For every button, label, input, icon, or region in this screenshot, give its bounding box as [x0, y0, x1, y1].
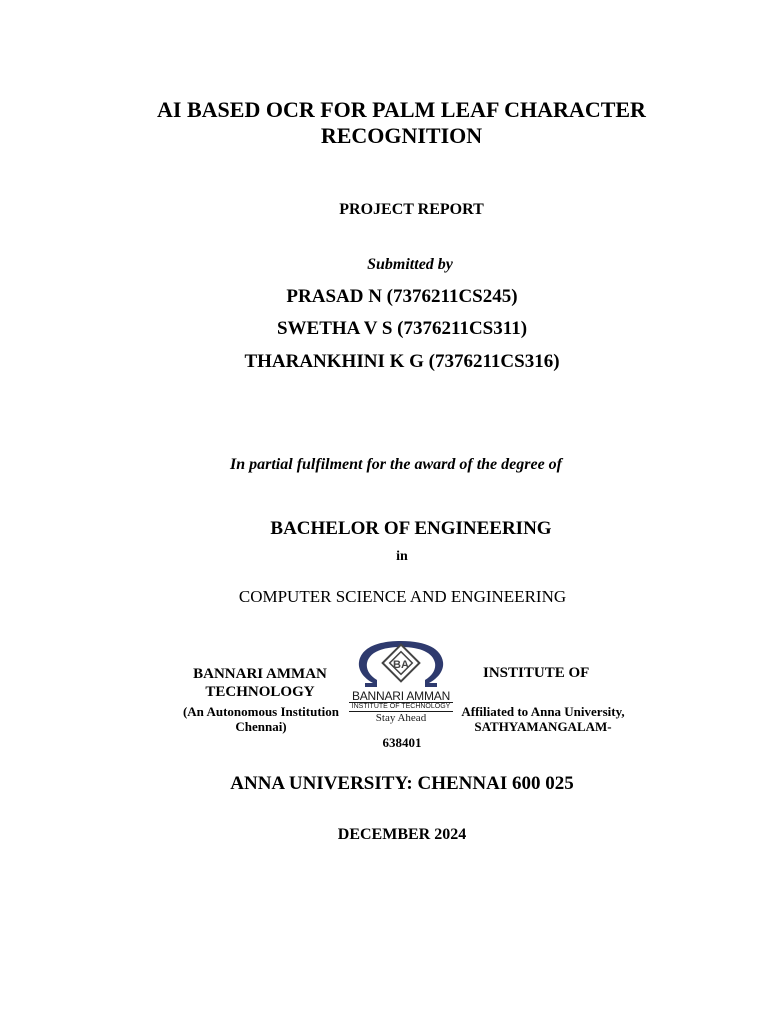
author-line: PRASAD N (7376211CS245)	[286, 286, 518, 307]
submission-date: DECEMBER 2024	[337, 826, 467, 843]
author-line: THARANKHINI K G (7376211CS316)	[244, 351, 560, 372]
institution-affiliation-note: Affiliated to Anna University, SATHYAMANGALAM-	[461, 704, 625, 734]
svg-text:BA: BA	[393, 659, 409, 671]
institution-name-left: BANNARI AMMAN TECHNOLOGY	[193, 666, 327, 700]
institution-logo	[347, 640, 455, 730]
logo-wordmark: BANNARI AMMAN	[351, 689, 451, 703]
university-name: ANNA UNIVERSITY: CHENNAI 600 025	[230, 773, 574, 794]
degree-connector: in	[396, 549, 408, 564]
degree-name: BACHELOR OF ENGINEERING	[270, 518, 552, 539]
institution-pincode: 638401	[382, 735, 422, 750]
institution-name-right: INSTITUTE OF	[483, 665, 590, 681]
submitted-by-label: Submitted by	[367, 256, 453, 273]
branch-name: COMPUTER SCIENCE AND ENGINEERING	[238, 587, 567, 606]
institution-status-note: (An Autonomous Institution Chennai)	[182, 704, 340, 734]
fulfilment-statement: In partial fulfilment for the award of the degree of	[230, 456, 562, 473]
omega-emblem-icon	[347, 640, 455, 690]
project-title: AI BASED OCR FOR PALM LEAF CHARACTER RECOGNITION	[157, 97, 646, 148]
logo-subtitle: INSTITUTE OF TECHNOLOGY	[349, 702, 453, 712]
author-line: SWETHA V S (7376211CS311)	[276, 318, 528, 339]
report-type: PROJECT REPORT	[339, 201, 484, 218]
logo-tagline: Stay Ahead	[375, 712, 427, 724]
